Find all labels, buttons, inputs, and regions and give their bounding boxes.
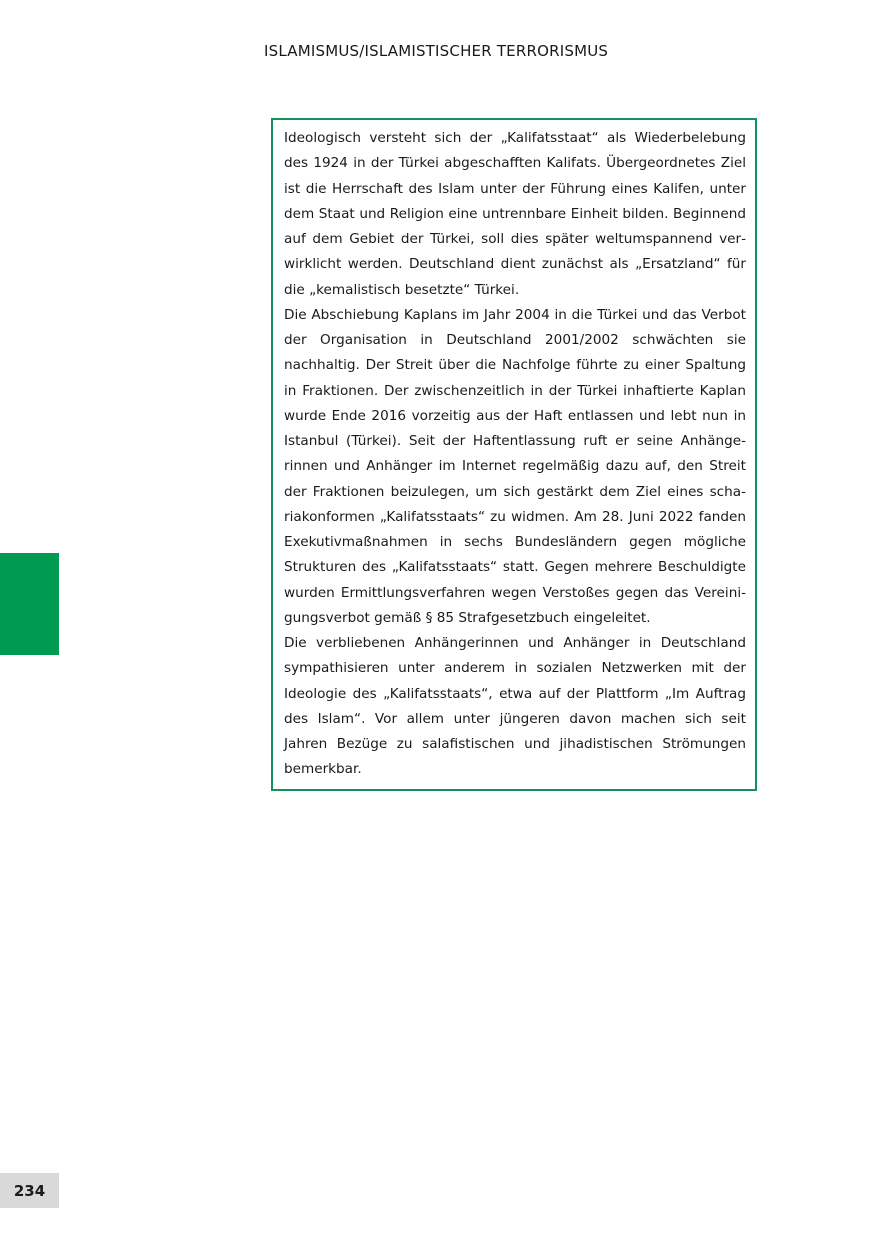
info-box bbox=[271, 118, 757, 791]
box-paragraph-2: Die Abschiebung Kaplans im Jahr 2004 in die Türkei und das Verbot der Organisation in Deutschland 2001/2002 schwächten sie nachhaltig. Der Streit über die Nachfolge führte zu einer Spaltung in Fraktionen. Der zwischenzeitlich in der Türkei inhaftierte Kaplan wurde Ende 2016 vorzeitig aus der Haft entlassen und lebt nun in Istanbul (Türkei). Seit der Haftentlassung ruft er seine Anhängerinnen und Anhänger im Internet regelmäßig dazu auf, den Streit der Fraktionen beizulegen, um sich gestärkt dem Ziel eines schariakonformen „Kalifatsstaats“ zu widmen. Am 28. Juni 2022 fanden Exekutivmaßnahmen in sechs Bundesländern gegen mögliche Strukturen des „Kalifatsstaats“ statt. Gegen mehrere Beschuldigte wurden Ermittlungsverfahren wegen Verstoßes gegen das Vereinigungsverbot gemäß § 85 Strafgesetzbuch eingeleitet. bbox=[284, 306, 746, 626]
page-number-box bbox=[0, 1173, 59, 1208]
page-number: 234 bbox=[13, 1181, 46, 1200]
box-paragraph-3: Die verbliebenen Anhängerinnen und Anhänger in Deutschland sympathisieren unter anderem in sozialen Netzwerken mit der Ideologie des „Kalifatsstaats“, etwa auf der Plattform „Im Auftrag des Islam“. Vor allem unter jüngeren davon machen sich seit Jahren Bezüge zu salafistischen und jihadistischen Strömungen bemerkbar. bbox=[284, 635, 746, 778]
box-paragraph-1: Ideologisch versteht sich der „Kalifatsstaat“ als Wiederbelebung des 1924 in der Türkei abgeschafften Kalifats. Übergeordnetes Ziel ist die Herrschaft des Islam unter der Führung eines Kalifen, unter dem Staat und Religion eine untrennbare Einheit bilden. Beginnend auf dem Gebiet der Türkei, soll dies später weltumspannend verwirklicht werden. Deutschland dient zunächst als „Ersatzland“ für die „kemalistisch besetzte“ Türkei. bbox=[284, 130, 746, 298]
chapter-side-tab bbox=[0, 553, 59, 655]
running-header: ISLAMISMUS/ISLAMISTISCHER TERRORISMUS bbox=[264, 42, 609, 60]
